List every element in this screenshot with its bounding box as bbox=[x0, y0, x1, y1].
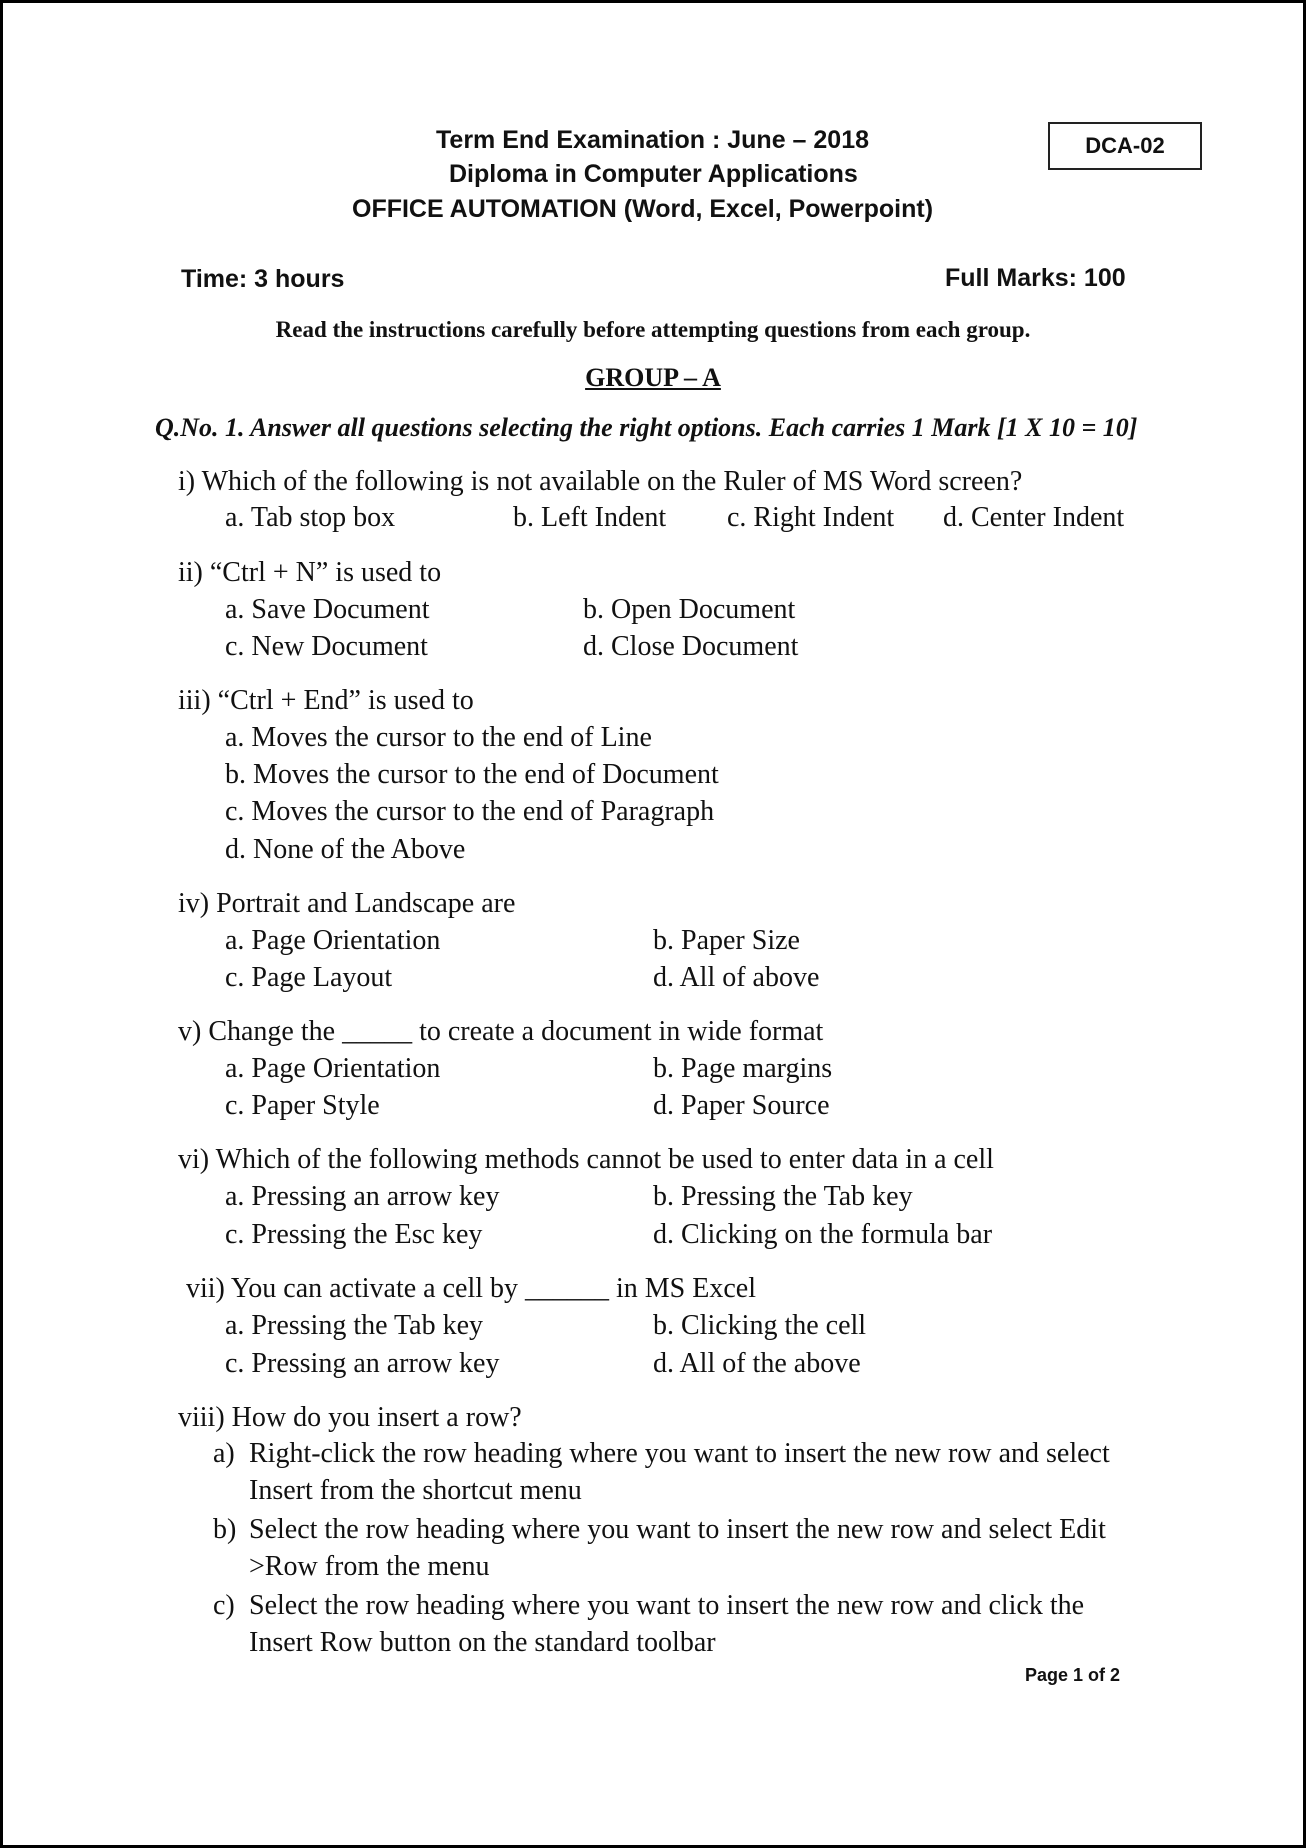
subject-title: OFFICE AUTOMATION (Word, Excel, Powerpoint) bbox=[352, 195, 934, 223]
question-stem: viii) How do you insert a row? bbox=[178, 1402, 522, 1433]
option: a. Moves the cursor to the end of Line bbox=[225, 722, 652, 753]
option: d. Paper Source bbox=[653, 1090, 830, 1121]
option: b. Clicking the cell bbox=[653, 1310, 867, 1341]
full-marks: Full Marks: 100 bbox=[945, 264, 1126, 292]
option: b. Moves the cursor to the end of Document bbox=[225, 759, 719, 790]
option-label: a) bbox=[213, 1438, 235, 1469]
option: b. Pressing the Tab key bbox=[653, 1181, 913, 1212]
question-stem: vii) You can activate a cell by ______ in MS Excel bbox=[186, 1273, 756, 1304]
course-title: Diploma in Computer Applications bbox=[449, 160, 858, 188]
option: d. None of the Above bbox=[225, 834, 466, 865]
option: a. Pressing the Tab key bbox=[225, 1310, 484, 1341]
time-allowed: Time: 3 hours bbox=[181, 265, 345, 293]
option: b. Left Indent bbox=[513, 502, 667, 533]
question-stem: vi) Which of the following methods cannot be used to enter data in a cell bbox=[178, 1144, 994, 1175]
option: b. Paper Size bbox=[653, 925, 800, 956]
option-text: Right-click the row heading where you want to insert the new row and select bbox=[249, 1438, 1110, 1469]
option: d. Clicking on the formula bar bbox=[653, 1219, 993, 1250]
option: d. Close Document bbox=[583, 631, 799, 662]
option: d. All of the above bbox=[653, 1348, 861, 1379]
option: a. Page Orientation bbox=[225, 1053, 441, 1084]
question-stem: i) Which of the following is not available on the Ruler of MS Word screen? bbox=[178, 466, 1023, 497]
option: c. New Document bbox=[225, 631, 428, 662]
option: c. Page Layout bbox=[225, 962, 393, 993]
option-label: c) bbox=[213, 1590, 235, 1621]
group-heading: GROUP – A bbox=[585, 363, 721, 392]
option: a. Page Orientation bbox=[225, 925, 441, 956]
option: c. Paper Style bbox=[225, 1090, 380, 1121]
exam-title: Term End Examination : June – 2018 bbox=[436, 126, 870, 154]
question-stem: ii) “Ctrl + N” is used to bbox=[178, 557, 442, 588]
question-stem: v) Change the _____ to create a document in wide format bbox=[178, 1016, 824, 1047]
option: c. Moves the cursor to the end of Paragraph bbox=[225, 796, 715, 827]
option: a. Pressing an arrow key bbox=[225, 1181, 500, 1212]
question-heading: Q.No. 1. Answer all questions selecting the right options. Each carries 1 Mark [1 X 10 = 10] bbox=[155, 413, 1138, 442]
option: c. Pressing the Esc key bbox=[225, 1219, 483, 1250]
option-text: Insert from the shortcut menu bbox=[249, 1475, 582, 1506]
option: b. Open Document bbox=[583, 594, 796, 625]
paper-code-box: DCA-02 bbox=[1048, 122, 1202, 170]
question-stem: iii) “Ctrl + End” is used to bbox=[178, 685, 474, 716]
option: c. Right Indent bbox=[727, 502, 895, 533]
option-text: Select the row heading where you want to insert the new row and select Edit bbox=[249, 1514, 1106, 1545]
option-label: b) bbox=[213, 1514, 237, 1545]
option: b. Page margins bbox=[653, 1053, 833, 1084]
option: a. Save Document bbox=[225, 594, 430, 625]
option-text: Select the row heading where you want to insert the new row and click the bbox=[249, 1590, 1085, 1621]
option-text: Insert Row button on the standard toolbar bbox=[249, 1627, 716, 1658]
option: d. All of above bbox=[653, 962, 820, 993]
option-text: >Row from the menu bbox=[249, 1551, 490, 1582]
page-number: Page 1 of 2 bbox=[1025, 1665, 1121, 1685]
option: c. Pressing an arrow key bbox=[225, 1348, 500, 1379]
option: d. Center Indent bbox=[943, 502, 1125, 533]
instructions: Read the instructions carefully before attempting questions from each group. bbox=[275, 317, 1031, 342]
option: a. Tab stop box bbox=[225, 502, 396, 533]
question-stem: iv) Portrait and Landscape are bbox=[178, 888, 516, 919]
